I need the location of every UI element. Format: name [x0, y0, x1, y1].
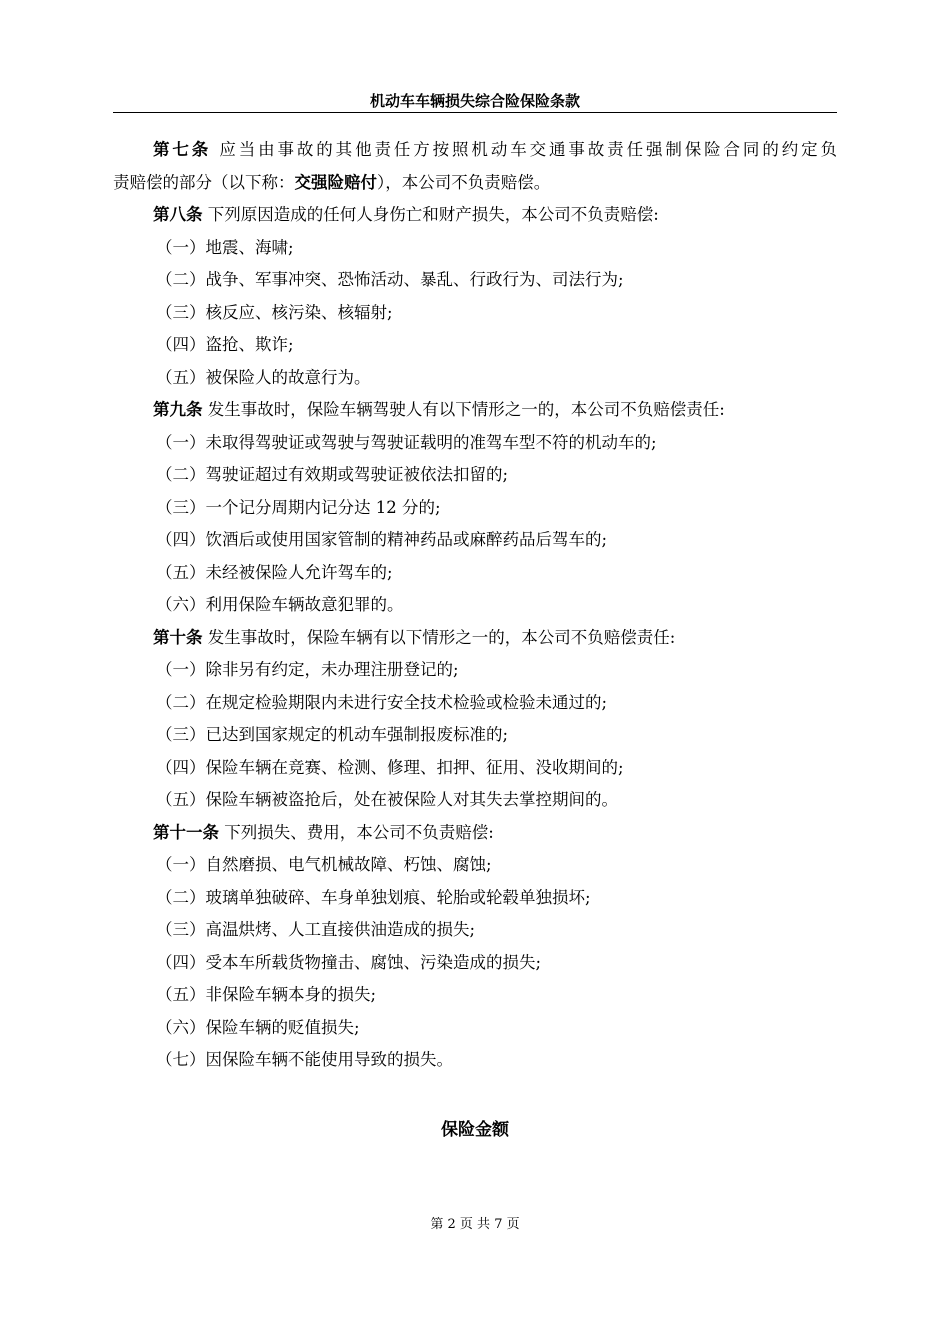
article-9-item: （六）利用保险车辆故意犯罪的。	[156, 595, 404, 614]
article-7-line-2	[113, 167, 837, 200]
article-10-heading	[113, 622, 837, 655]
article-11-heading	[113, 817, 837, 850]
section-heading: 保险金额	[441, 1120, 509, 1140]
article-7-text-1: 应当由事故的其他责任方按照机动车交通事故责任强制保险合同的约定负	[219, 140, 837, 159]
article-10-item: （二）在规定检验期限内未进行安全技术检验或检验未通过的;	[156, 692, 608, 712]
article-8-item: （二）战争、军事冲突、恐怖活动、暴乱、行政行为、司法行为;	[156, 270, 624, 289]
article-9-item: （三）一个记分周期内记分达 12 分的;	[156, 497, 441, 517]
article-8-item: （三）核反应、核污染、核辐射;	[156, 302, 393, 322]
article-7-text-2c: ），本公司不负责赔偿。	[377, 172, 551, 192]
article-9-item: （四）饮酒后或使用国家管制的精神药品或麻醉药品后驾车的;	[156, 530, 608, 549]
article-11-number: 第十一条	[153, 822, 219, 842]
article-8-number: 第八条	[153, 205, 203, 224]
article-9-heading	[113, 394, 837, 427]
document-header-title: 机动车车辆损失综合险保险条款	[369, 92, 580, 110]
article-9-number: 第九条	[153, 400, 203, 419]
document-body	[113, 134, 837, 1077]
article-9-item: （二）驾驶证超过有效期或驾驶证被依法扣留的;	[156, 465, 509, 484]
article-11-text: 下列损失、费用，本公司不负责赔偿:	[224, 822, 494, 842]
header-divider	[113, 112, 837, 113]
article-10-item: （三）已达到国家规定的机动车强制报废标准的;	[156, 725, 509, 744]
article-11-item: （六）保险车辆的贬值损失;	[156, 1017, 360, 1037]
article-11-item: （四）受本车所载货物撞击、腐蚀、污染造成的损失;	[156, 952, 542, 972]
article-11-item: （七）因保险车辆不能使用导致的损失。	[156, 1050, 453, 1069]
article-8-item: （一）地震、海啸;	[156, 237, 294, 257]
article-9-text: 发生事故时，保险车辆驾驶人有以下情形之一的，本公司不负赔偿责任:	[207, 400, 725, 419]
article-8-heading	[113, 199, 837, 232]
article-10-item: （四）保险车辆在竞赛、检测、修理、扣押、征用、没收期间的;	[156, 757, 624, 777]
page-number-footer: 第 2 页 共 7 页	[430, 1217, 520, 1232]
article-10-item: （一）除非另有约定，未办理注册登记的;	[156, 660, 459, 679]
article-8-text: 下列原因造成的任何人身伤亡和财产损失，本公司不负责赔偿:	[207, 205, 659, 224]
article-11-item: （三）高温烘烤、人工直接供油造成的损失;	[156, 920, 476, 939]
article-9-item: （一）未取得驾驶证或驾驶与驾驶证载明的准驾车型不符的机动车的;	[156, 432, 657, 452]
article-10-item: （五）保险车辆被盗抢后，处在被保险人对其失去掌控期间的。	[156, 790, 618, 809]
article-11-item: （五）非保险车辆本身的损失;	[156, 985, 377, 1004]
article-7-line-1	[113, 134, 837, 167]
article-7-text-2a: 责赔偿的部分（以下称：	[113, 172, 295, 192]
article-10-text: 发生事故时，保险车辆有以下情形之一的，本公司不负赔偿责任:	[207, 627, 676, 647]
article-8-item: （四）盗抢、欺诈;	[156, 335, 294, 354]
article-7-term: 交强险赔付	[294, 172, 377, 192]
article-8-item: （五）被保险人的故意行为。	[156, 367, 371, 387]
article-7-number: 第七条	[153, 140, 212, 159]
article-11-item: （一）自然磨损、电气机械故障、朽蚀、腐蚀;	[156, 855, 492, 874]
article-10-number: 第十条	[153, 627, 203, 647]
article-9-item: （五）未经被保险人允许驾车的;	[156, 562, 393, 582]
article-11-item: （二）玻璃单独破碎、车身单独划痕、轮胎或轮毂单独损坏;	[156, 887, 591, 907]
